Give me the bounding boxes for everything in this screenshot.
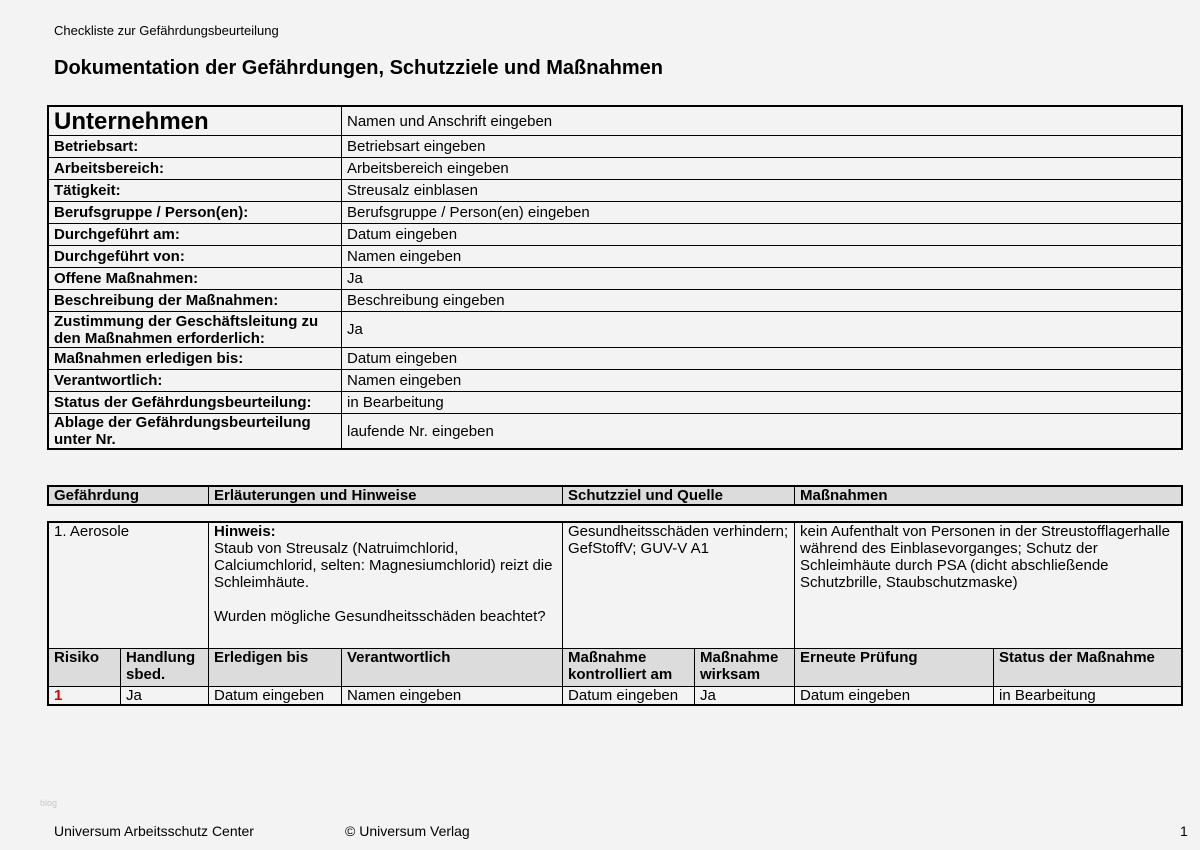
sub-value-cell[interactable]: Namen eingeben (342, 687, 563, 705)
info-value[interactable]: Streusalz einblasen (342, 180, 1182, 202)
info-label: Offene Maßnahmen: (49, 268, 342, 290)
info-value[interactable]: Ja (342, 268, 1182, 290)
info-value[interactable]: laufende Nr. eingeben (342, 414, 1182, 449)
info-label: Ablage der Gefährdungsbeurteilung unter Nr. (49, 414, 342, 449)
info-row (49, 158, 1182, 180)
info-label: Status der Gefährdungsbeurteilung: (49, 392, 342, 414)
info-row (49, 312, 1182, 348)
hazard-measures: kein Aufenthalt von Personen in der Streustofflagerhalle während des Einblasevorganges; Schutz der Schleimhäute durch PSA (dicht abschließende Schutzbrille, Staubschutzmaske) (795, 523, 1182, 649)
info-value[interactable]: Datum eingeben (342, 348, 1182, 370)
hazard-row (49, 523, 1182, 649)
info-label: Betriebsart: (49, 136, 342, 158)
document-subtitle: Checkliste zur Gefährdungsbeurteilung (54, 23, 279, 38)
hint-text: Staub von Streusalz (Natruimchlorid, Calciumchlorid, selten: Magnesiumchlorid) reizt die Schleimhäute. (214, 540, 553, 591)
hazard-name: 1. Aerosole (49, 523, 209, 649)
sub-header-cell: Erneute Prüfung (795, 649, 994, 687)
info-row (49, 268, 1182, 290)
header-goal: Schutzziel und Quelle (563, 487, 795, 505)
sub-value-cell[interactable]: Datum eingeben (209, 687, 342, 705)
footer-center: © Universum Verlag (345, 823, 470, 839)
info-row (49, 348, 1182, 370)
header-explanations: Erläuterungen und Hinweise (209, 487, 563, 505)
info-label: Durchgeführt von: (49, 246, 342, 268)
sub-value-cell[interactable]: in Bearbeitung (994, 687, 1182, 705)
sub-value-cell[interactable]: Datum eingeben (563, 687, 695, 705)
sub-header-cell: Handlung sbed. (121, 649, 209, 687)
hazard-goal: Gesundheitsschäden verhindern; GefStoffV; GUV-V A1 (563, 523, 795, 649)
info-label: Berufsgruppe / Person(en): (49, 202, 342, 224)
sub-header-cell: Maßnahme kontrolliert am (563, 649, 695, 687)
sub-header-cell: Verantwortlich (342, 649, 563, 687)
info-value[interactable]: Betriebsart eingeben (342, 136, 1182, 158)
company-row (49, 107, 1182, 136)
footer-left: Universum Arbeitsschutz Center (54, 823, 254, 839)
info-value[interactable]: Namen eingeben (342, 246, 1182, 268)
info-label: Beschreibung der Maßnahmen: (49, 290, 342, 312)
info-value[interactable]: Arbeitsbereich eingeben (342, 158, 1182, 180)
info-row (49, 414, 1182, 449)
info-value[interactable]: Namen eingeben (342, 370, 1182, 392)
company-label: Unternehmen (49, 107, 342, 136)
info-row (49, 392, 1182, 414)
info-value[interactable]: Ja (342, 312, 1182, 348)
hazard-table (48, 522, 1182, 705)
info-label: Verantwortlich: (49, 370, 342, 392)
hazard-hint (209, 523, 563, 649)
info-value[interactable]: Beschreibung eingeben (342, 290, 1182, 312)
info-row (49, 224, 1182, 246)
company-value[interactable]: Namen und Anschrift eingeben (342, 107, 1182, 136)
info-label: Tätigkeit: (49, 180, 342, 202)
info-label: Arbeitsbereich: (49, 158, 342, 180)
hazard-header-table (48, 486, 1182, 505)
info-row (49, 246, 1182, 268)
info-value[interactable]: Berufsgruppe / Person(en) eingeben (342, 202, 1182, 224)
sub-header-cell: Erledigen bis (209, 649, 342, 687)
sub-header-row (49, 649, 1182, 687)
info-row (49, 136, 1182, 158)
sub-value-row (49, 687, 1182, 705)
header-measures: Maßnahmen (795, 487, 1182, 505)
page-number: 1 (1180, 823, 1188, 839)
info-row (49, 370, 1182, 392)
info-label: Maßnahmen erledigen bis: (49, 348, 342, 370)
info-value[interactable]: Datum eingeben (342, 224, 1182, 246)
hint-question: Wurden mögliche Gesundheitsschäden beachtet? (214, 608, 546, 625)
info-value[interactable]: in Bearbeitung (342, 392, 1182, 414)
header-hazard: Gefährdung (49, 487, 209, 505)
sub-value-cell[interactable]: 1 (49, 687, 121, 705)
page-title: Dokumentation der Gefährdungen, Schutzziele und Maßnahmen (54, 57, 663, 79)
info-row (49, 290, 1182, 312)
sub-value-cell[interactable]: Ja (695, 687, 795, 705)
sub-header-cell: Risiko (49, 649, 121, 687)
watermark: blog (40, 798, 58, 808)
info-row (49, 180, 1182, 202)
company-info-table (48, 106, 1182, 449)
info-row (49, 202, 1182, 224)
info-label: Zustimmung der Geschäftsleitung zu den Maßnahmen erforderlich: (49, 312, 342, 348)
sub-header-cell: Maßnahme wirksam (695, 649, 795, 687)
hint-label: Hinweis: (214, 523, 276, 540)
sub-value-cell[interactable]: Ja (121, 687, 209, 705)
sub-value-cell[interactable]: Datum eingeben (795, 687, 994, 705)
info-label: Durchgeführt am: (49, 224, 342, 246)
sub-header-cell: Status der Maßnahme (994, 649, 1182, 687)
